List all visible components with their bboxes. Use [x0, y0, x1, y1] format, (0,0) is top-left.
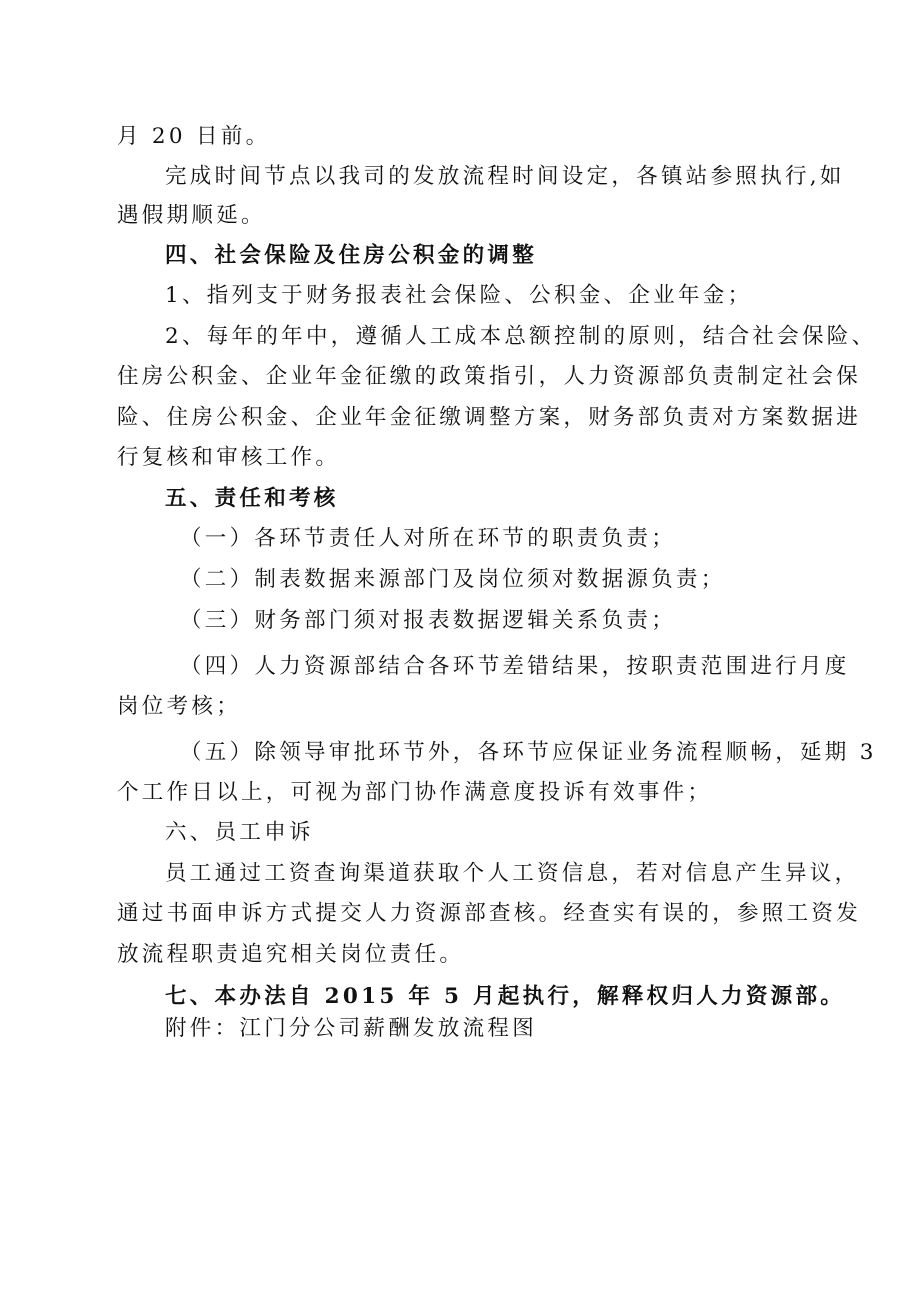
- item-4-2: 2、每年的年中，遵循人工成本总额控制的原则，结合社会保险、: [165, 324, 877, 349]
- item-5-1: （一）各环节责任人对所在环节的职责负责；: [180, 526, 677, 551]
- paragraph-completion-timing: 完成时间节点以我司的发放流程时间设定，各镇站参照执行,如: [165, 164, 845, 189]
- paragraph-6-line-2: 通过书面申诉方式提交人力资源部查核。经查实有误的，参照工资发: [117, 901, 862, 926]
- item-5-4-line-2: 岗位考核；: [117, 694, 242, 719]
- attachment-note: 附件：江门分公司薪酬发放流程图: [165, 1016, 538, 1041]
- item-4-2-line-3: 险、住房公积金、企业年金征缴调整方案，财务部负责对方案数据进: [117, 405, 862, 430]
- item-4-2-line-2: 住房公积金、企业年金征缴的政策指引，人力资源部负责制定社会保: [117, 364, 862, 389]
- item-4-2-line-4: 行复核和审核工作。: [117, 445, 341, 470]
- paragraph-continuation: 月 20 日前。: [117, 124, 271, 149]
- item-5-3: （三）财务部门须对报表数据逻辑关系负责；: [180, 608, 677, 633]
- item-4-1: 1、指列支于财务报表社会保险、公积金、企业年金；: [165, 283, 753, 308]
- item-5-4: （四）人力资源部结合各环节差错结果，按职责范围进行月度: [180, 654, 850, 679]
- section-heading-6: 六、员工申诉: [165, 820, 314, 845]
- section-heading-5: 五、责任和考核: [165, 486, 339, 511]
- item-5-5: （五）除领导审批环节外，各环节应保证业务流程顺畅，延期 3: [180, 740, 877, 765]
- item-5-5-line-2: 个工作日以上，可视为部门协作满意度投诉有效事件；: [117, 780, 713, 805]
- paragraph-completion-timing-cont: 遇假期顺延。: [117, 203, 266, 228]
- item-5-2: （二）制表数据来源部门及岗位须对数据源负责；: [180, 567, 726, 592]
- section-heading-4: 四、社会保险及住房公积金的调整: [165, 243, 538, 268]
- paragraph-6-line-3: 放流程职责追究相关岗位责任。: [117, 942, 465, 967]
- section-heading-7: 七、本办法自 2015 年 5 月起执行，解释权归人力资源部。: [165, 984, 846, 1009]
- paragraph-6-line-1: 员工通过工资查询渠道获取个人工资信息，若对信息产生异议，: [165, 861, 860, 886]
